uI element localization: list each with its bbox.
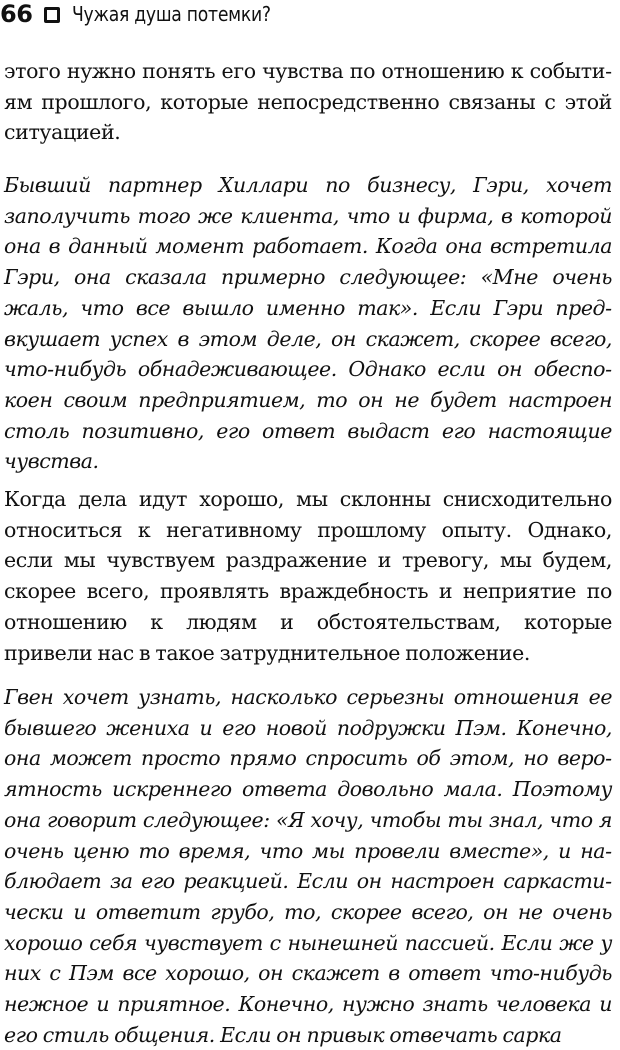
square-bullet-icon [44,7,60,23]
example-paragraph: Гвен хочет узнать, насколько серьезны отношения ее бывшего жениха и его новой подружки Пэм. Конечно, она может просто прямо спросить об этом, но вероятность искреннего ответа довольно мала. Поэтому она говорит следующее: «Я хочу, чтобы ты знал, что я очень ценю то время, что мы провели вместе», и наблюдает за его реакцией. Если он настроен саркастически и ответит грубо, то, скорее всего, он не очень хорошо себя чувствует с нынешней пассией. Если же у них с Пэм все хорошо, он скажет в ответ что-нибудь нежное и приятное. Конечно, нужно знать человека и его стиль общения. Если он привык отвечать сарка [4,685,612,1047]
example-paragraph: Бывший партнер Хиллари по бизнесу, Гэри, хочет заполучить того же клиента, что и фирма, в которой она в данный момент работает. Когда она встретила Гэри, она сказала примерно следующее: «Мне очень жаль, что все вышло именно так». Если Гэри предвкушает успех в этом деле, он скажет, скорее всего, что-нибудь обнадеживающее. Однако если он обеспокоен своим предприятием, то он не будет настроен столь позитивно, его ответ выдаст его настоящие чувства. [4,173,612,474]
page-number: 66 [0,0,33,28]
body-paragraph: этого нужно понять его чувства по отношению к событиям прошлого, которые непосредственно связаны с этой ситуацией. [4,59,612,145]
page-header [0,0,304,28]
body-paragraph: Когда дела идут хорошо, мы склонны снисходительно относиться к негативному прошлому опыту. Однако, если мы чувствуем раздражение и тревогу, мы будем, скорее всего, проявлять враждебность и неприятие по отношению к людям и обстоятельствам, которые привели нас в такое затруднительное положение. [4,487,612,665]
running-title: Чужая душа потемки? [72,2,272,26]
